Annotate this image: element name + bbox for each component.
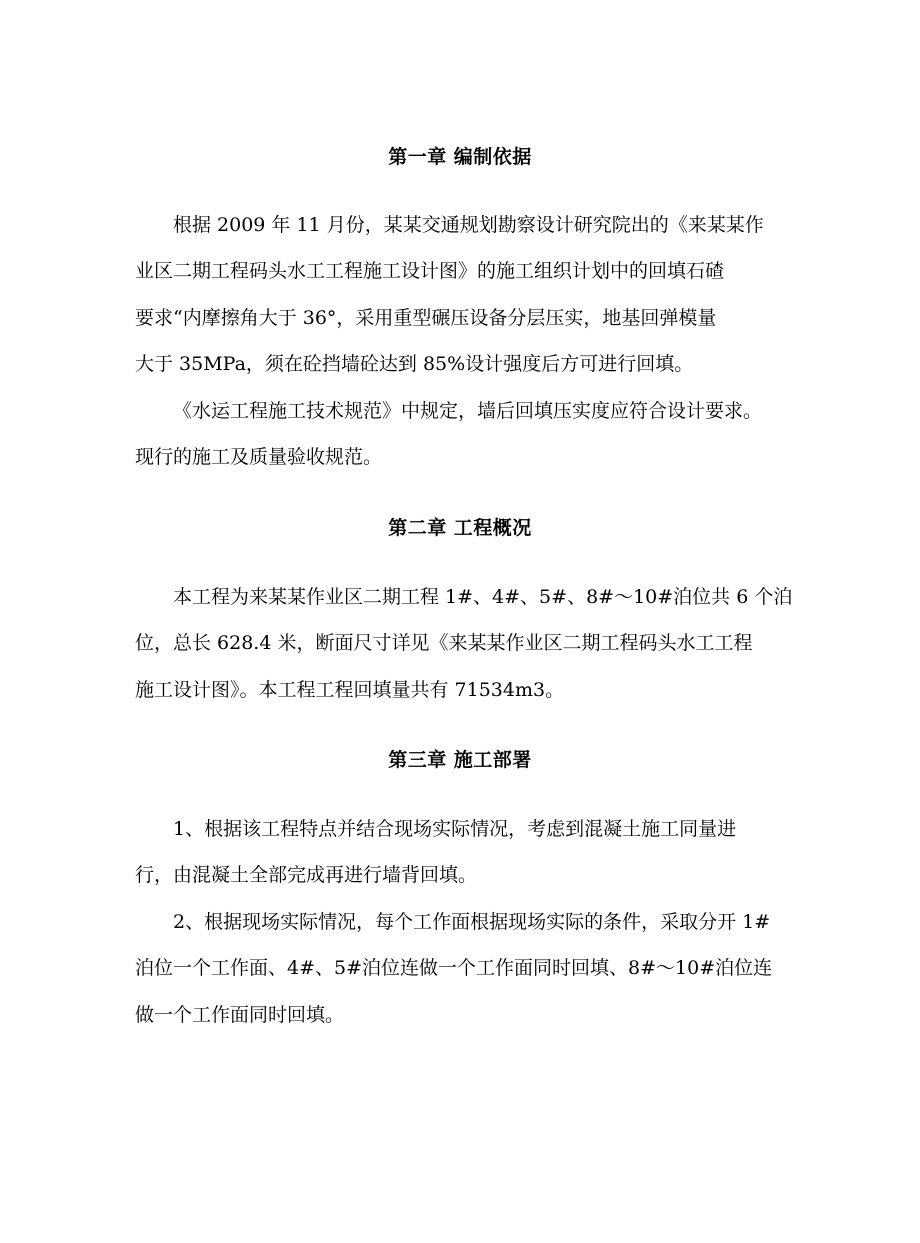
- chapter-1-paragraph-1-line-1: 根据 2009 年 11 月份，某某交通规划勘察设计研究院出的《来某某作: [173, 214, 764, 236]
- chapter-1-paragraph-1-line-4: 大于 35MPa，须在砼挡墙砼达到 85%设计强度后方可进行回填。: [135, 353, 694, 375]
- chapter-3-paragraph-2-line-2: 泊位一个工作面、4#、5#泊位连做一个工作面同时回填、8#～10#泊位连: [135, 957, 773, 979]
- chapter-2-paragraph-1-line-1: 本工程为来某某作业区二期工程 1#、4#、5#、8#～10#泊位共 6 个泊: [173, 586, 793, 608]
- chapter-3-paragraph-2-line-3: 做一个工作面同时回填。: [135, 1004, 345, 1026]
- chapter-1-heading: 第一章 编制依据: [388, 146, 532, 168]
- chapter-2-heading: 第二章 工程概况: [388, 517, 532, 539]
- chapter-1-paragraph-1-line-3: 要求“内摩擦角大于 36°，采用重型碾压设备分层压实，地基回弹模量: [135, 307, 717, 329]
- chapter-3-paragraph-2-line-1: 2、根据现场实际情况，每个工作面根据现场实际的条件，采取分开 1#: [173, 911, 771, 933]
- chapter-2-paragraph-1-line-2: 位，总长 628.4 米，断面尺寸详见《来某某作业区二期工程码头水工工程: [135, 632, 753, 654]
- chapter-1-paragraph-1-line-2: 业区二期工程码头水工工程施工设计图》的施工组织计划中的回填石碴: [135, 260, 725, 282]
- chapter-3-paragraph-1-line-1: 1、根据该工程特点并结合现场实际情况，考虑到混凝土施工同量进: [173, 818, 737, 840]
- chapter-2-paragraph-1-line-3: 施工设计图》。本工程工程回填量共有 71534m3。: [135, 679, 565, 701]
- chapter-3-heading: 第三章 施工部署: [388, 749, 532, 771]
- chapter-3-paragraph-1-line-2: 行，由混凝土全部完成再进行墙背回填。: [135, 864, 478, 886]
- chapter-1-paragraph-2-line-2: 现行的施工及质量验收规范。: [135, 446, 383, 468]
- chapter-1-paragraph-2-line-1: 《水运工程施工技术规范》中规定，墙后回填压实度应符合设计要求。: [173, 400, 763, 422]
